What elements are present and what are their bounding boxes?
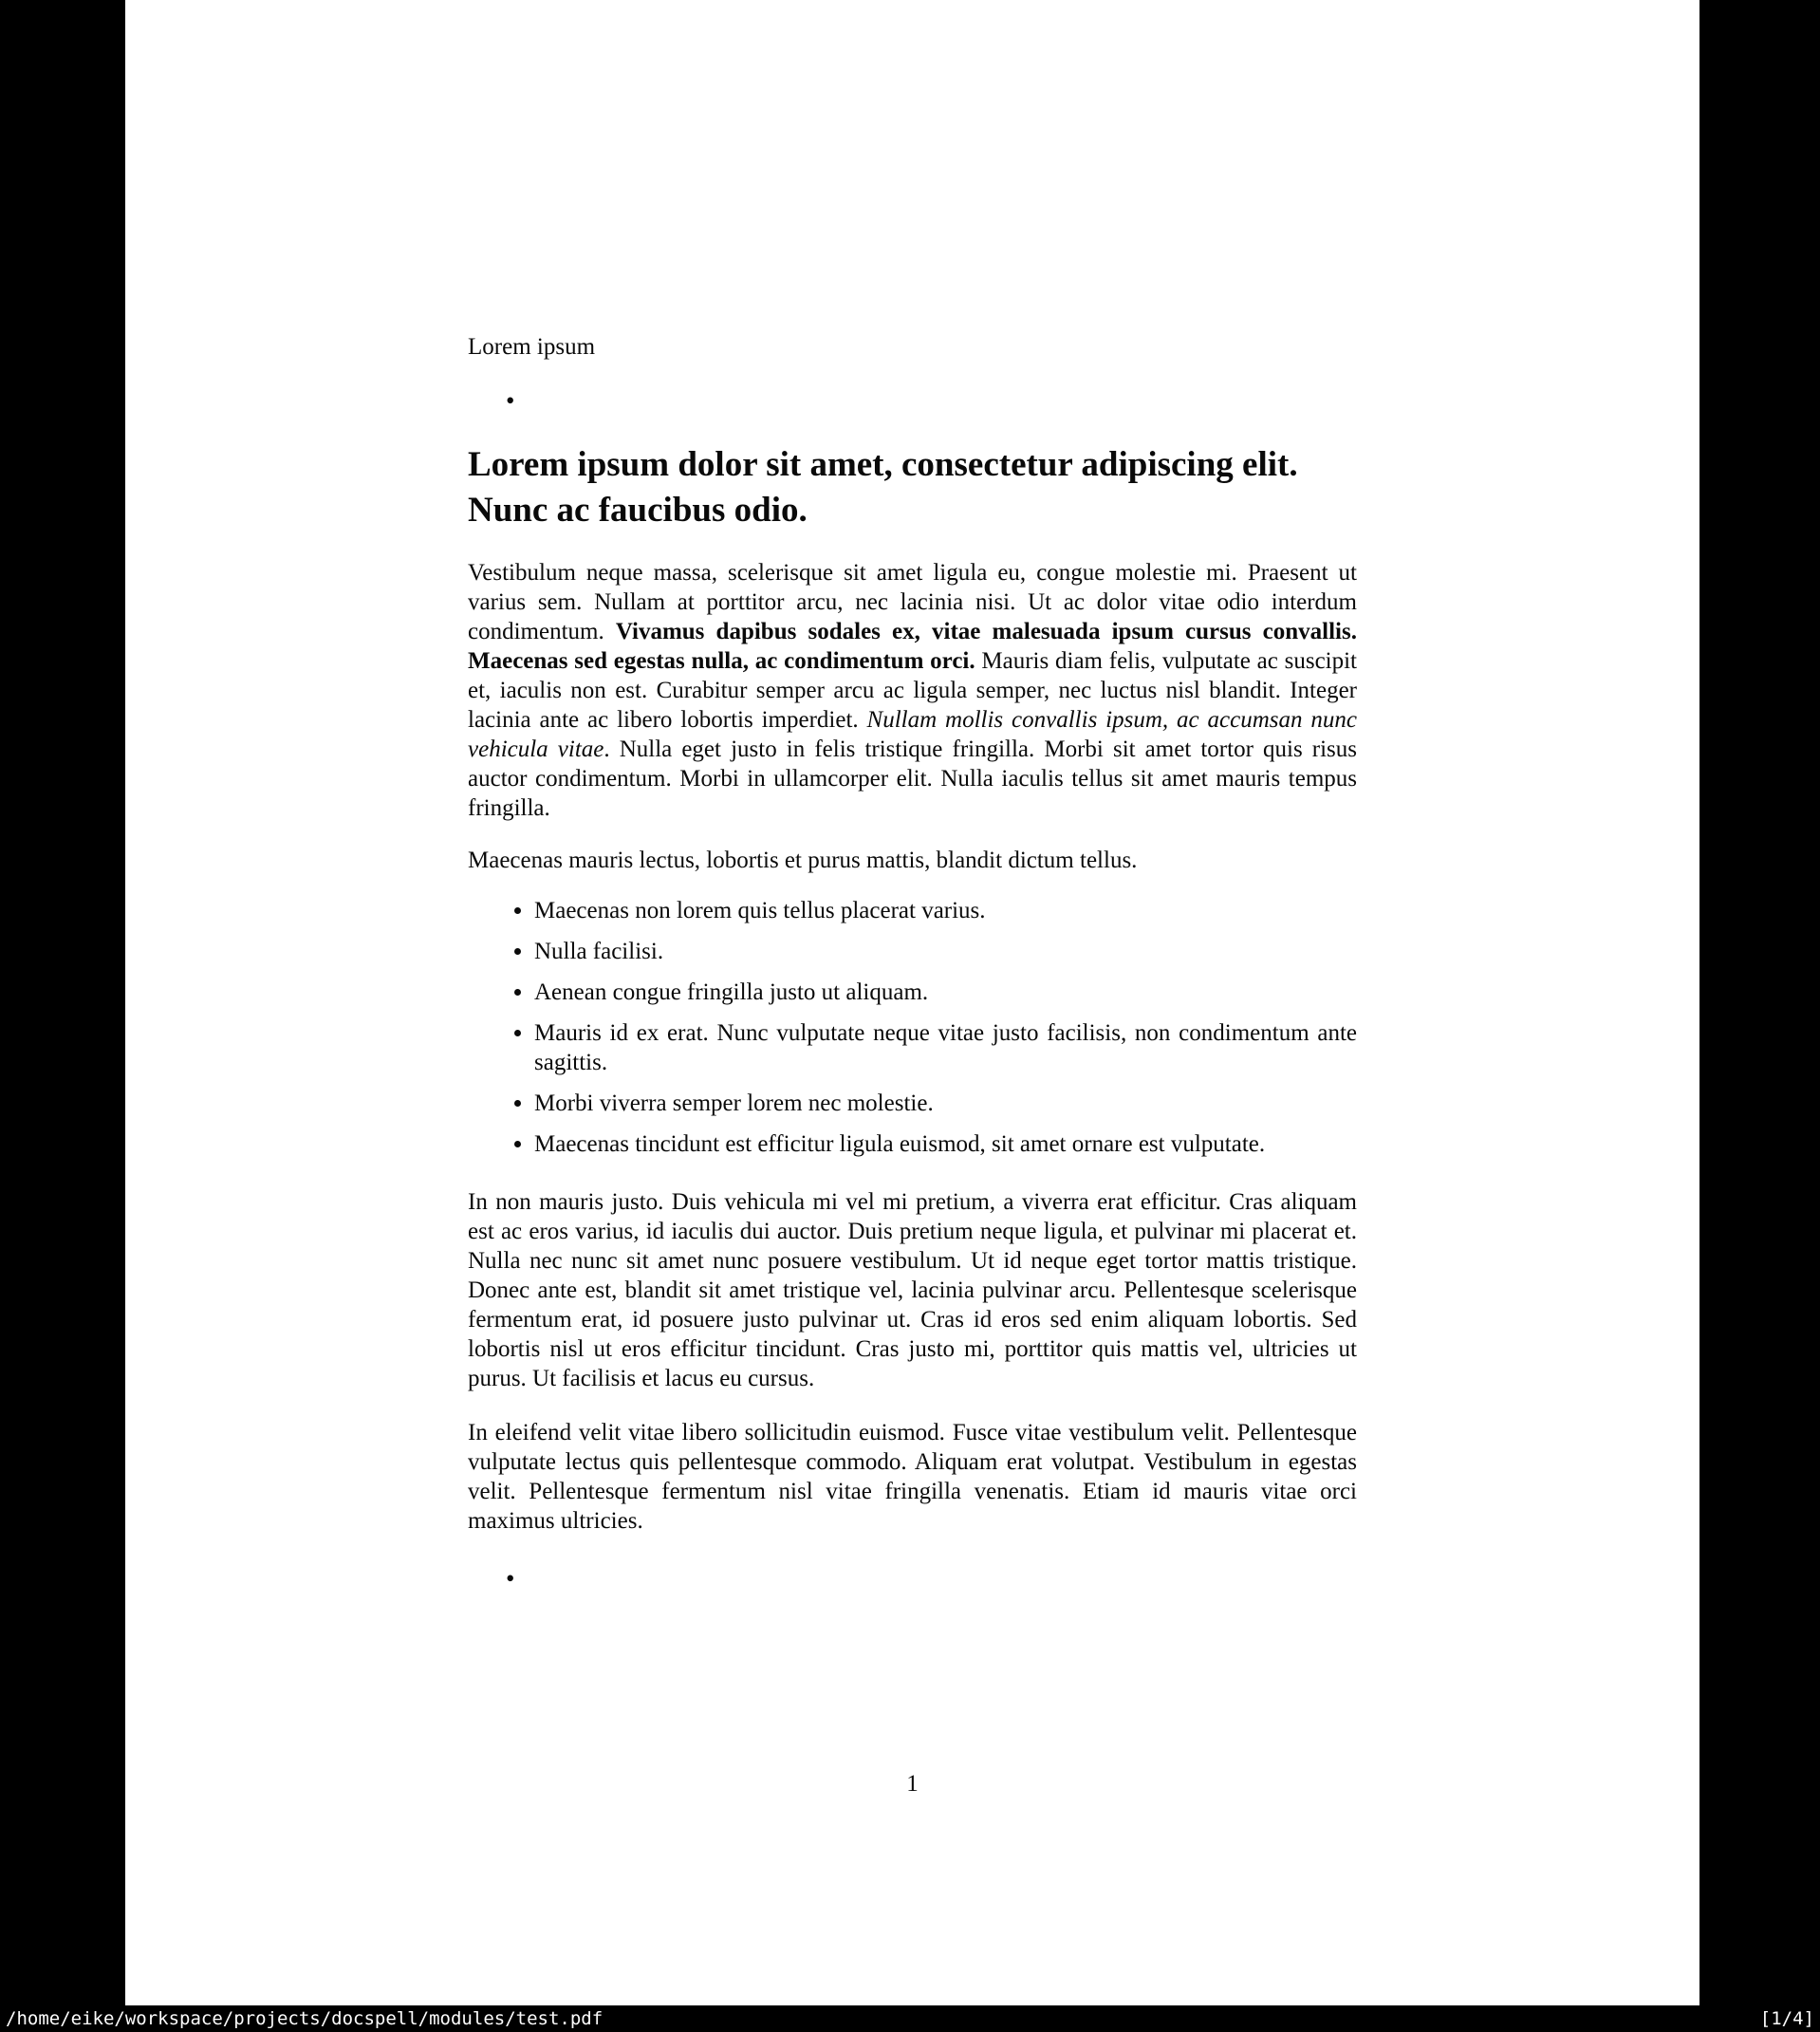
list-item: • Morbi viverra semper lorem nec molestie. — [534, 1089, 1357, 1118]
page-number: 1 — [906, 1771, 919, 1797]
page-text-block — [468, 0, 1357, 2005]
text-segment-normal: . Nulla eget justo in felis tristique fringilla. Morbi sit amet tortor quis risus auctor condimentum. Morbi in ullamcorper elit. Nulla iaculis tellus sit amet mauris tempus fringilla. — [468, 736, 1357, 821]
list-item: • Maecenas non lorem quis tellus placerat varius. — [534, 896, 1357, 925]
empty-bullet-item-2 — [468, 1564, 1357, 1594]
paragraph-2: Maecenas mauris lectus, lobortis et purus mattis, blandit dictum tellus. — [468, 848, 1138, 873]
text-segment-bold: Vivamus dapibus sodales ex, vitae malesuada ipsum cursus convallis. Maecenas sed egestas nulla, ac condimentum orci. — [468, 619, 1357, 674]
paragraph-1 — [468, 558, 1357, 823]
paragraph-4: In eleifend velit vitae libero sollicitudin euismod. Fusce vitae vestibulum velit. Pellentesque vulputate lectus quis pellentesque commodo. Aliquam erat volutpat. Vestibulum in egestas velit. Pellentesque fermentum nisl vitae fringilla venenatis. Etiam id mauris vitae orci maximus ultricies. — [468, 1420, 1357, 1534]
statusbar — [0, 2005, 1820, 2032]
empty-bullet-item — [468, 386, 1357, 416]
bullet-list — [468, 896, 1357, 1159]
text-segment-normal: Mauris diam felis, vulputate ac suscipit et, iaculis non est. Curabitur semper arcu ac ligula semper, nec luctus nisl blandit. Integer lacinia ante ac libero lobortis imperdiet. — [468, 648, 1358, 733]
statusbar-page-indicator: [1/4] — [1759, 2008, 1814, 2029]
pdf-page — [125, 0, 1699, 2005]
section-heading: Lorem ipsum dolor sit amet, consectetur adipiscing elit. Nunc ac faucibus odio. — [468, 445, 1298, 530]
list-item: • Mauris id ex erat. Nunc vulputate neque vitae justo facilisis, non condimentum ante sagittis. — [534, 1018, 1357, 1077]
paragraph-3: In non mauris justo. Duis vehicula mi vel mi pretium, a viverra erat efficitur. Cras aliquam est ac eros varius, id iaculis dui auctor. Duis pretium neque ligula, et pulvinar mi placerat et. Nulla nec nunc sit amet nunc posuere vestibulum. Ut id neque eget tortor mattis tristique. Donec ante est, blandit sit amet tristique vel, lacinia pulvinar arcu. Pellentesque scelerisque fermentum erat, id posuere justo pulvinar ut. Cras id eros sed enim aliquam lobortis. Sed lobortis nisl ut eros efficitur tincidunt. Cras justo mi, porttitor quis mattis vel, ultricies ut purus. Ut facilisis et lacus eu cursus. — [468, 1189, 1357, 1391]
list-item: • Aenean congue fringilla justo ut aliquam. — [534, 978, 1357, 1007]
list-item: • Nulla facilisi. — [534, 937, 1357, 966]
text-segment-normal: Vestibulum neque massa, scelerisque sit amet ligula eu, congue molestie mi. Praesent ut varius sem. Nullam at porttitor arcu, nec lacinia nisi. Ut ac dolor vitae odio interdum condimentum. — [468, 560, 1357, 644]
bullet-icon: • — [506, 1564, 515, 1593]
text-segment-italic: Nullam mollis convallis ipsum, ac accumsan nunc vehicula vitae — [468, 707, 1357, 762]
statusbar-file-path: /home/eike/workspace/projects/docspell/modules/test.pdf — [6, 2008, 604, 2029]
bullet-icon: • — [506, 386, 515, 415]
intro-line: Lorem ipsum — [468, 334, 596, 360]
list-item: • Maecenas tincidunt est efficitur ligula euismod, sit amet ornare est vulputate. — [534, 1129, 1357, 1159]
